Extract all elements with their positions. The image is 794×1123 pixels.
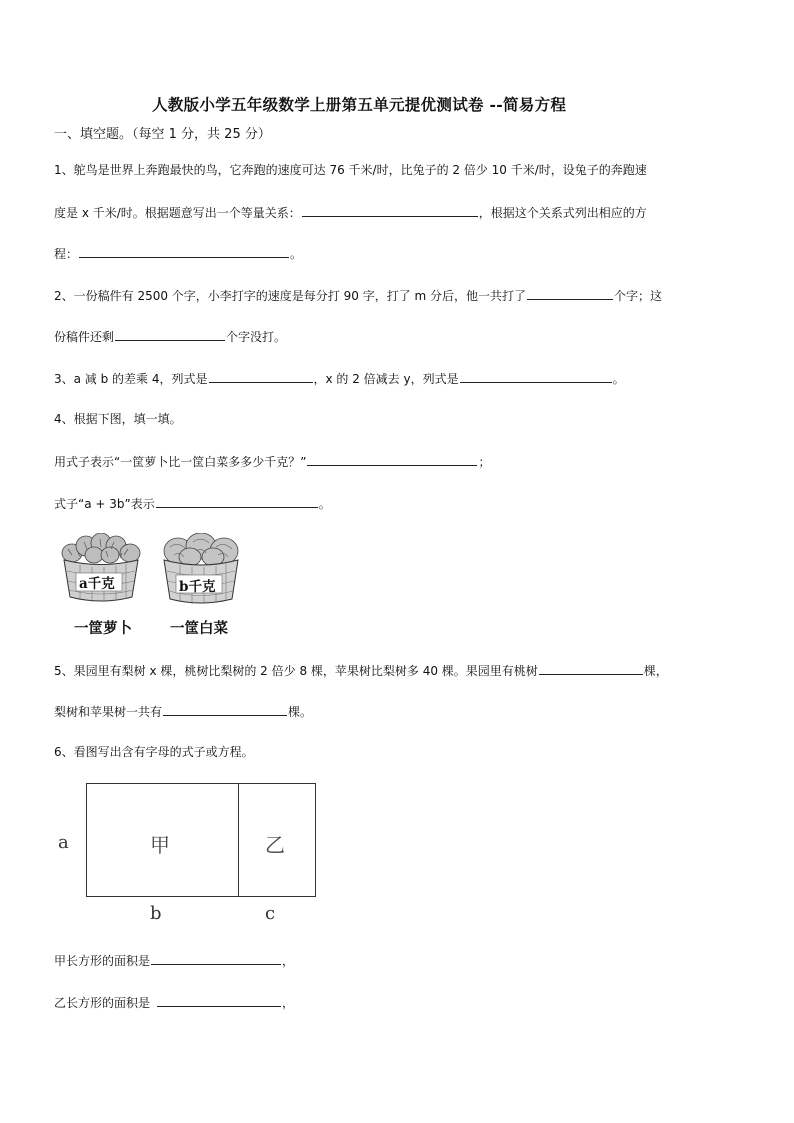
answer-blank-4b[interactable] [156,495,318,508]
carrot-weight-tag: a千克 [79,576,115,592]
question-5-text-d: 棵。 [288,705,313,719]
question-1-line-1: 1、鸵鸟是世界上奔跑最快的鸟，它奔跑的速度可达 76 千米/时，比兔子的 2 倍少 10 千米/时，设兔子的奔跑速 [54,163,647,177]
question-1-text-b: ，根据这个关系式列出相应的方 [478,206,647,220]
question-2-text-b: 个字；这 [614,289,663,303]
carrot-basket-caption: 一筐萝卜 [74,620,132,637]
figure-divider [238,784,239,896]
answer-blank-4a[interactable] [307,453,477,466]
answer-blank-3a[interactable] [209,370,313,383]
figure-side-label-a: a [58,832,69,853]
section-heading: 一、填空题。（每空 1 分，共 25 分） [54,127,271,142]
question-5-text-c: 梨树和苹果树一共有 [54,705,163,719]
question-3-text-b: ，x 的 2 倍减去 y，列式是 [313,372,459,386]
rectangle-jia-label: 甲 [150,833,170,857]
question-5-text-a: 5、果园里有梨树 x 棵，桃树比梨树的 2 倍少 8 棵，苹果树比梨树多 40 棵。果园里有桃树 [54,664,538,678]
answer-blank-2b[interactable] [115,328,225,341]
question-2-text-d: 个字没打。 [226,330,287,344]
rectangle-yi-label: 乙 [265,833,285,857]
answer-blank-1b[interactable] [79,245,289,258]
question-5-line-2 [54,703,312,720]
question-1-text-a: 度是 x 千米/时。根据题意写出一个等量关系： [54,206,301,220]
question-6-answer-2 [54,994,294,1011]
answer-blank-5a[interactable] [539,662,643,675]
question-1-text-d: 。 [290,247,303,261]
question-2-text-a: 2、一份稿件有 2500 个字，小李打字的速度是每分打 90 字，打了 m 分后，他一共打了 [54,289,527,303]
question-1-line-2 [54,204,647,221]
answer-blank-6a[interactable] [151,952,281,965]
question-2-line-2 [54,328,286,345]
question-4-line-2 [54,453,490,470]
figure-bottom-label-b: b [150,903,162,924]
question-5-text-b: 棵， [643,664,668,678]
carrot-basket-illustration [58,533,144,605]
question-2-text-c: 份稿件还剩 [54,330,115,344]
question-1-text-c: 程： [54,247,79,261]
question-4-text-d: 。 [318,497,331,511]
question-6-text-d: ， [282,996,295,1010]
question-3-text-c: 。 [612,372,625,386]
question-3-text-a: 3、a 减 b 的差乘 4，列式是 [54,372,208,386]
basket-icon [58,533,144,605]
question-6-text-c: 乙长方形的面积是 [54,996,151,1010]
question-1-line-3 [54,245,302,262]
page-title: 人教版小学五年级数学上册第五单元提优测试卷 --简易方程 [152,95,567,114]
question-4-text-a: 用式子表示“一筐萝卜比一筐白菜多多少千克？” [54,455,307,469]
cabbage-basket-caption: 一筐白菜 [170,620,228,637]
question-6-text-a: 甲长方形的面积是 [54,954,151,968]
basket-icon [160,533,242,607]
question-6-text-b: ， [282,954,295,968]
question-4-line-3 [54,495,331,512]
answer-blank-1a[interactable] [302,204,478,217]
question-6-answer-1 [54,952,294,969]
answer-blank-5b[interactable] [163,703,287,716]
question-4-line-1: 4、根据下图，填一填。 [54,412,182,426]
cabbage-basket-illustration [160,533,242,607]
question-2-line-1 [54,287,662,304]
cabbage-weight-tag: b千克 [179,579,216,595]
question-4-text-c: 式子“a + 3b”表示 [54,497,155,511]
question-5-line-1 [54,662,668,679]
question-3-line [54,370,625,387]
question-4-text-b: ； [478,455,491,469]
answer-blank-2a[interactable] [527,287,613,300]
answer-blank-6b[interactable] [157,994,281,1007]
answer-blank-3b[interactable] [460,370,612,383]
figure-bottom-label-c: c [265,903,276,924]
question-6-line-1: 6、看图写出含有字母的式子或方程。 [54,745,254,759]
